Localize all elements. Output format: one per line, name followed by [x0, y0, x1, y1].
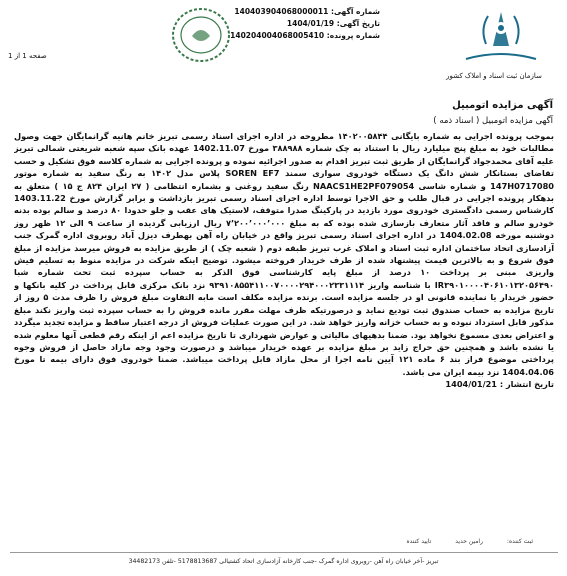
footer-roles — [385, 538, 533, 545]
page-number: صفحه 1 از 1 — [8, 52, 47, 60]
registrar-name: رامین حدید — [455, 538, 483, 545]
organization-emblem — [446, 4, 556, 66]
footer-divider — [10, 552, 558, 553]
notice-number: شماره آگهی: 140403904068000011 — [234, 7, 380, 16]
notice-date: تاریخ آگهی: 1404/01/19 — [286, 19, 380, 28]
registrar-label: ثبت کننده: — [506, 538, 533, 545]
approver-label: تایید کننده — [406, 538, 432, 545]
footer-address: تبریز -آخر خیابان راه آهن -روبروی اداره گمرک -جنب کارخانه آزادسازی اتحاد کشتیالی 5178813687 -تلفن 34482173 — [128, 558, 439, 565]
notice-title: آگهی مزایده اتومبیل — [452, 100, 553, 111]
notice-header-meta — [220, 6, 380, 42]
organization-name: سازمان ثبت اسناد و املاک کشور — [446, 72, 542, 80]
file-number: شماره پرونده: 140204004068005410 — [230, 31, 380, 40]
notice-body-text: بموجب پرونده اجرایی به شماره بایگانی ۱۴۰۲۰۰۵۸۴۴ مطروحه در اداره اجرای اسناد رسمی تبریز خانم هانیه گرانمایگان جهت وصول مطالبات خود به مبلغ پنج میلیارد ریال با استناد به چک شماره ۳۸۸۹۸۸ مورخ 1402.11.07 عهده بانک سپه شعبه شریعتی شمالی تبریز علیه آقای محمدجواد گرانمایگان از طریق ثبت تبریز اقدام به صدور اجرائیه نموده و پرونده اجرایی به شماره کلاسه فوق تشکیل و حسب تقاضای بستانکار شش دانگ یک دستگاه خودروی سواری سمند SOREN EF7 پلاس مدل ۱۴۰۲ به رنگ سفید به شماره موتور 147H0717080 و شماره شاسی NAACS1HE2PF079054 رنگ سفید روغنی و بشماره انتظامی ( ۲۷ ایران ۸۲۴ ج ۱۵ ) متعلق به بدهکار پرونده اجرایی در قبال طلب و حق الاجرا توسط اداره اجرای اسناد رسمی تبریز بازداشت و برابر گزارش مورخ 1403.11.22 کارشناس رسمی دادگستری خودروی مورد بازدید در پارکینگ صدرا متوقف، لاستیک های عقب و جلو حدودا ۸۰ درصد و سالم بوده بدنه خودرو سالم و فاقد آثار متعارف بازسازی شده بوده که به مبلغ ۷٬۲۰۰٬۰۰۰٬۰۰۰ ریال ارزیابی گردیده از ساعت ۹ الی ۱۲ ظهر روز دوشنبه مورخه 1404.02.08 در اداره اجرای اسناد رسمی تبریز واقع در خیابان راه آهن بهطرف دیزل آباد روبروی اداره گمرک جنب آزادسازی اتحاد ساختمان اداره ثبت اسناد و املاک غرب تبریز طبقه دوم ( شعبه چک ) از طریق مزایده به فروش میرسد مزایده از مبلغ فوق شروع و به بالاترین قیمت پیشنهاد شده از طرف خریدار فروخته میشود. توضیح اینکه شرکت در مزایده منوط به تسلیم فیش واریزی مبنی بر پرداخت ۱۰ درصد از مبلغ پایه کارشناسی فوق الذکر به حساب سپرده ثبت تحت شماره شبا IR۳۹۰۱۰۰۰۰۴۰۶۱۰۱۳۲۰۵۶۴۹۰ با شناسه واریز ۹۳۹۱۰۸۵۵۴۱۱۰۰۷۰۰۰۰۲۹۴۰۰۰۲۳۳۱۱۱۴ نزد بانک مرکزی قابل پرداخت در کلیه بانکها و حضور خریدار یا نماینده قانونی او در جلسه مزایده است. برنده مزایده مکلف است مابه التفاوت مبلغ فروش را ظرف مدت ۵ روز از تاریخ مزایده به حساب صندوق ثبت تودیع نماید و درصورتیکه ظرف مهلت مقرر مانده فروش را به حساب سپرده ثبت واریز نکند مبلغ مذکور قابل استرداد نبوده و به حساب خزانه واریز خواهد شد. در این صورت عملیات فروش از درجه اعتبار ساقط و مزایده تجدید میگردد و اعتراض بعدی مسموع نخواهد بود. ضمنا بدهیهای مالیاتی و عوارض شهرداری تا تاریخ مزایده اعم از اینکه رقم قطعی آنها معلوم شده یا نشده باشد و همچنین حق حراج زاید بر مبلغ مزایده بر عهده خریدار میباشد و درصورت وجود وجه مازاد حاصل از فروش وجوه پرداختی موضوع فراز بند ۶ ماده ۱۲۱ آیین نامه اجرا از محل مازاد قابل پرداخت میباشد. ضمنا خودروی فوق دارای بیمه تا مورخ 1404.04.06 نزد بیمه ایران می باشد. — [14, 131, 554, 377]
publish-date: تاریخ انتشار : 1404/01/21 — [445, 379, 554, 390]
notice-body — [14, 130, 554, 475]
notice-subtitle: آگهی مزایده اتومبیل ( اسناد ذمه ) — [433, 116, 553, 126]
